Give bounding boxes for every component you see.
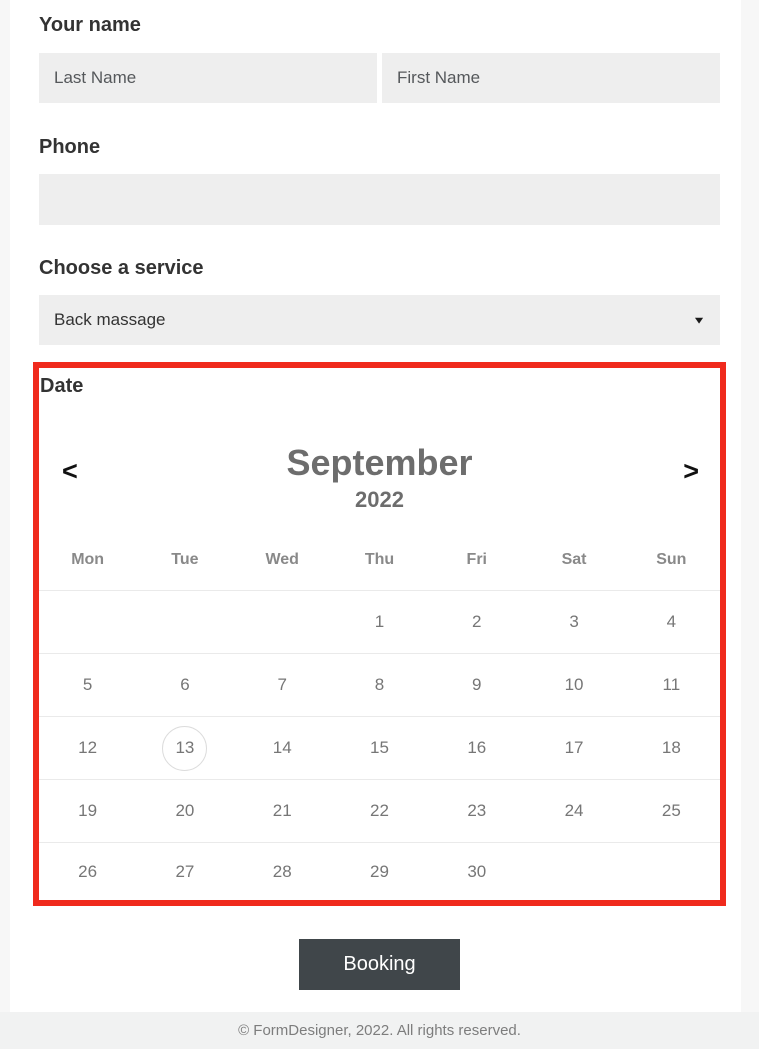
calendar-day-number: 25	[661, 801, 681, 820]
calendar-empty-cell	[39, 591, 136, 653]
calendar-day-cell[interactable]	[428, 654, 525, 716]
booking-form	[10, 0, 741, 1012]
calendar-day-number: 23	[467, 801, 487, 820]
last-name-input[interactable]	[39, 53, 377, 103]
calendar-day-cell[interactable]	[136, 654, 233, 716]
calendar-day-number: 8	[374, 675, 385, 694]
calendar-day-number: 21	[272, 801, 292, 820]
calendar-day-cell[interactable]	[234, 843, 331, 900]
submit-row	[39, 939, 720, 990]
copyright-text: © FormDesigner, 2022. All rights reserved.	[238, 1022, 521, 1039]
calendar-weekday: Wed	[265, 551, 299, 568]
calendar-day-number: 27	[175, 861, 195, 881]
calendar-day-cell[interactable]	[136, 780, 233, 842]
phone-label: Phone	[39, 136, 101, 158]
calendar-day-cell[interactable]	[39, 654, 136, 716]
calendar-weekday: Sat	[561, 551, 587, 568]
calendar-next-button[interactable]: >	[683, 456, 699, 486]
calendar-day-cell[interactable]	[331, 780, 428, 842]
calendar-day-number: 2	[472, 612, 482, 631]
calendar-day-cell[interactable]	[623, 780, 720, 842]
calendar-day-number: 20	[175, 801, 195, 820]
calendar-week-row	[39, 654, 720, 717]
booking-submit-button[interactable]: Booking	[299, 939, 460, 990]
calendar-week-row	[39, 717, 720, 780]
calendar-day-cell[interactable]	[428, 591, 525, 653]
calendar-day-number: 22	[370, 801, 389, 820]
calendar-day-cell[interactable]	[39, 780, 136, 842]
calendar-month: September	[286, 442, 473, 483]
calendar-year: 2022	[355, 487, 404, 512]
name-fields-row	[39, 53, 720, 103]
calendar-day-number: 18	[661, 738, 681, 757]
calendar-day-cell[interactable]	[331, 843, 428, 900]
calendar-day-number: 28	[272, 861, 292, 881]
calendar-day-number: 17	[564, 738, 584, 757]
calendar-weekday: Mon	[71, 551, 105, 568]
first-name-input[interactable]	[382, 53, 720, 103]
service-select[interactable]	[39, 295, 720, 345]
calendar-day-cell[interactable]	[136, 843, 233, 900]
calendar-day-cell[interactable]	[331, 717, 428, 779]
calendar-weekday-row	[39, 550, 720, 591]
calendar-day-number: 12	[78, 738, 98, 757]
calendar-day-number: 19	[78, 801, 98, 820]
calendar-day-cell[interactable]	[428, 717, 525, 779]
calendar-day-number: 11	[662, 675, 681, 694]
calendar-day-number: 15	[370, 738, 389, 757]
calendar-day-number: 5	[82, 675, 93, 694]
calendar-day-cell[interactable]	[234, 717, 331, 779]
calendar-day-number: 29	[370, 861, 389, 881]
calendar-day-number: 6	[180, 675, 190, 694]
calendar-day-number: 16	[467, 738, 487, 757]
calendar-day-cell[interactable]	[525, 654, 622, 716]
calendar-day-cell[interactable]	[136, 717, 233, 779]
calendar-day-number: 14	[272, 738, 292, 757]
form-content	[10, 0, 741, 990]
calendar-empty-cell	[234, 591, 331, 653]
calendar-day-cell[interactable]	[39, 843, 136, 900]
calendar-day-number: 4	[666, 612, 677, 631]
calendar-day-cell[interactable]	[525, 717, 622, 779]
calendar-empty-cell	[623, 843, 720, 900]
calendar-weekday: Sun	[656, 551, 687, 568]
calendar-day-number: 30	[467, 861, 487, 881]
calendar-day-cell[interactable]	[525, 780, 622, 842]
calendar-empty-cell	[525, 843, 622, 900]
service-label: Choose a service	[39, 257, 204, 279]
calendar-day-cell[interactable]	[623, 591, 720, 653]
calendar-day-cell[interactable]	[234, 780, 331, 842]
calendar-prev-button[interactable]: <	[62, 456, 78, 486]
calendar-week-row	[39, 591, 720, 654]
name-label: Your name	[39, 14, 141, 36]
calendar-day-cell[interactable]	[39, 717, 136, 779]
date-field-highlight	[33, 362, 726, 906]
calendar-day-number: 3	[569, 612, 579, 631]
calendar-weekday: Fri	[466, 551, 487, 568]
calendar-day-today: 13	[162, 726, 207, 771]
calendar-day-cell[interactable]	[428, 780, 525, 842]
calendar-week-row	[39, 780, 720, 843]
calendar-day-number: 26	[78, 861, 98, 881]
calendar-day-number: 1	[374, 612, 385, 631]
calendar-day-cell[interactable]	[623, 654, 720, 716]
calendar-weekday: Tue	[171, 551, 199, 568]
calendar-weekday: Thu	[364, 551, 395, 568]
calendar-day-number: 10	[564, 675, 584, 694]
calendar-day-cell[interactable]	[525, 591, 622, 653]
calendar-day-cell[interactable]	[428, 843, 525, 900]
calendar-day-cell[interactable]	[331, 654, 428, 716]
calendar-day-number: 7	[277, 675, 287, 694]
date-label: Date	[40, 375, 84, 397]
calendar-week-row	[39, 843, 720, 900]
calendar-day-number: 9	[472, 675, 482, 694]
calendar-day-number: 24	[564, 801, 584, 820]
calendar-day-cell[interactable]	[623, 717, 720, 779]
calendar-empty-cell	[136, 591, 233, 653]
calendar-header	[39, 442, 720, 514]
dropdown-arrow-icon: ▼	[692, 314, 706, 326]
calendar-day-cell[interactable]	[331, 591, 428, 653]
calendar-day-cell[interactable]	[234, 654, 331, 716]
phone-input[interactable]	[39, 174, 720, 225]
calendar-grid	[39, 591, 720, 900]
footer	[0, 1012, 759, 1049]
service-selected-value: Back massage	[54, 310, 166, 329]
